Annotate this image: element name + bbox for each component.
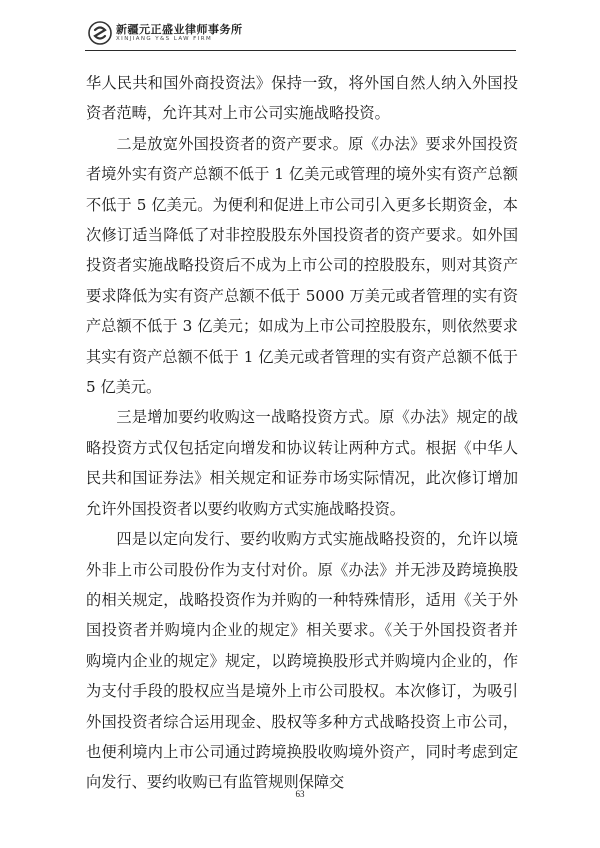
firm-name-en: XINJIANG Y&S LAW FIRM (116, 35, 213, 42)
page-number: 63 (295, 789, 305, 799)
firm-logo-icon (88, 21, 112, 45)
firm-name-cn: 新疆元正盛业律师事务所 (116, 22, 243, 36)
paragraph-tender-offer: 三是增加要约收购这一战略投资方式。原《办法》规定的战略投资方式仅包括定向增发和协议转让两种方式。根据《中华人民共和国证券法》相关规定和证券市场实际情况，此次修订增加允许外国投资者以要约收购方式实施战略投资。 (86, 408, 518, 518)
paragraph-continuation: 华人民共和国外商投资法》保持一致，将外国自然人纳入外国投资者范畴，允许其对上市公司实施战略投资。 (86, 74, 518, 123)
document-body (86, 68, 518, 798)
paragraph-share-exchange: 四是以定向发行、要约收购方式实施战略投资的，允许以境外非上市公司股份作为支付对价。原《办法》并无涉及跨境换股的相关规定，战略投资作为并购的一种特殊情形，适用《关于外国投资者并购境内企业的规定》相关要求。《关于外国投资者并购境内企业的规定》规定，以跨境换股形式并购境内企业的，作为支付手段的股权应当是境外上市公司股权。本次修订，为吸引外国投资者综合运用现金、股权等多种方式战略投资上市公司，也便利境内上市公司通过跨境换股收购境外资产，同时考虑到定向发行、要约收购已有监管规则保障交 (86, 530, 518, 792)
paragraph-asset-requirement: 二是放宽外国投资者的资产要求。原《办法》要求外国投资者境外实有资产总额不低于 1 亿美元或管理的境外实有资产总额不低于 5 亿美元。为便利和促进上市公司引入更多长期资金，本次修订适当降低了对非控股股东外国投资者的资产要求。如外国投资者实施战略投资后不成为上市公司的控股股东，则对其资产要求降低为实有资产总额不低于 5000 万美元或者管理的实有资产总额不低于 3 亿美元；如成为上市公司控股股东，则依然要求其实有资产总额不低于 1 亿美元或者管理的实有资产总额不低于 5 亿美元。 (86, 134, 518, 397)
header-divider (85, 50, 516, 51)
page-header (88, 20, 243, 46)
